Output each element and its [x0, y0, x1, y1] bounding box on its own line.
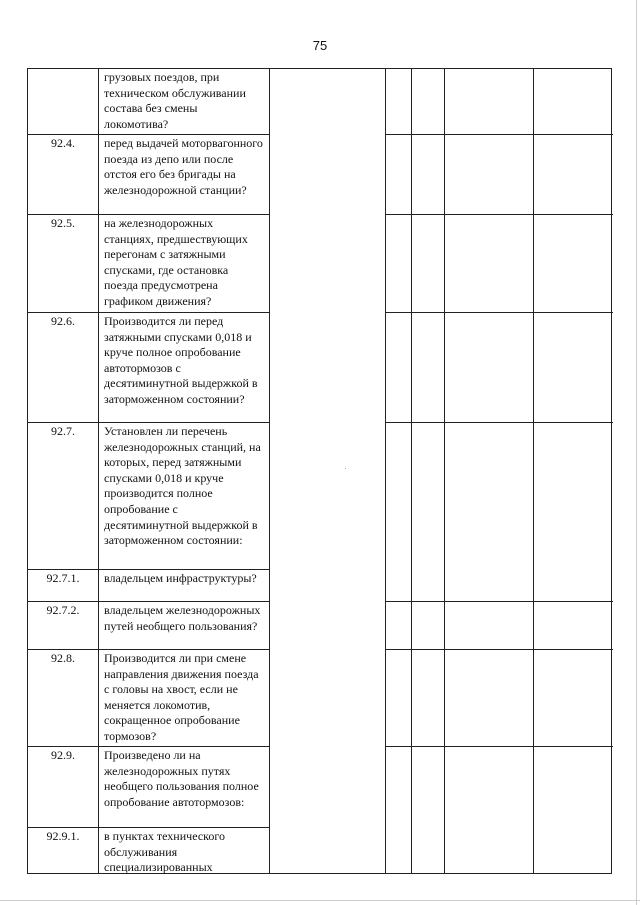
col-divider [385, 69, 386, 873]
row-divider [28, 827, 269, 828]
col-divider [533, 69, 534, 873]
row-divider [28, 134, 269, 135]
row-number: 92.9.1. [46, 829, 80, 843]
row-text: в пунктах технического обслуживания специализированных [104, 829, 225, 875]
row-text: владельцем железнодорожных путей необщего пользования? [104, 603, 261, 633]
col-divider [98, 69, 99, 873]
row-text: на железнодорожных станциях, предшествующих перегонам с затяжными спусками, где остановка поезда предусмотрена графиком движения? [104, 216, 248, 308]
scan-bottom-edge [0, 900, 640, 901]
row-number: 92.7.1. [46, 571, 80, 585]
row-divider [28, 569, 269, 570]
row-divider [28, 601, 269, 602]
scan-speck [345, 468, 346, 469]
col-divider [411, 69, 412, 873]
row-divider [28, 422, 269, 423]
row-number: 92.7. [51, 424, 75, 438]
row-number: 92.5. [51, 216, 75, 230]
page-number: 75 [312, 38, 328, 53]
row-divider [385, 312, 613, 313]
row-text: Производится ли при смене направления движения поезда с головы на хвост, если не меняется локомотив, сокращенное опробование тормозов? [104, 651, 259, 743]
row-number: 92.4. [51, 136, 75, 150]
scan-edge [636, 0, 637, 905]
col-divider [444, 69, 445, 873]
row-text: Установлен ли перечень железнодорожных станций, на которых, перед затяжными спусками 0,018 и круче производится полное опробование с десятиминутной выдержкой в заторможенном состоянии: [104, 424, 261, 548]
checklist-table [27, 68, 612, 874]
row-number: 92.6. [51, 314, 75, 328]
row-number: 92.9. [51, 748, 75, 762]
row-divider [28, 649, 269, 650]
row-divider [28, 214, 269, 215]
row-text: грузовых поездов, при техническом обслуживании состава без смены локомотива? [104, 70, 246, 131]
row-divider [385, 422, 613, 423]
col-divider [269, 69, 270, 873]
row-text: Производится ли перед затяжными спусками 0,018 и круче полное опробование автотормозов с десятиминутной выдержкой в заторможенном состоянии? [104, 314, 258, 406]
row-number: 92.8. [51, 651, 75, 665]
row-number: 92.7.2. [46, 603, 80, 617]
row-text: Произведено ли на железнодорожных путях необщего пользования полное опробование автотормозов: [104, 748, 259, 809]
row-divider [28, 312, 269, 313]
row-divider [28, 746, 269, 747]
row-text: владельцем инфраструктуры? [104, 571, 257, 585]
row-text: перед выдачей моторвагонного поезда из депо или после отстоя его без бригады на железнодорожной станции? [104, 136, 263, 197]
row-divider [385, 601, 613, 602]
row-divider [385, 746, 613, 747]
row-divider [385, 649, 613, 650]
row-divider [385, 134, 613, 135]
row-divider [385, 214, 613, 215]
